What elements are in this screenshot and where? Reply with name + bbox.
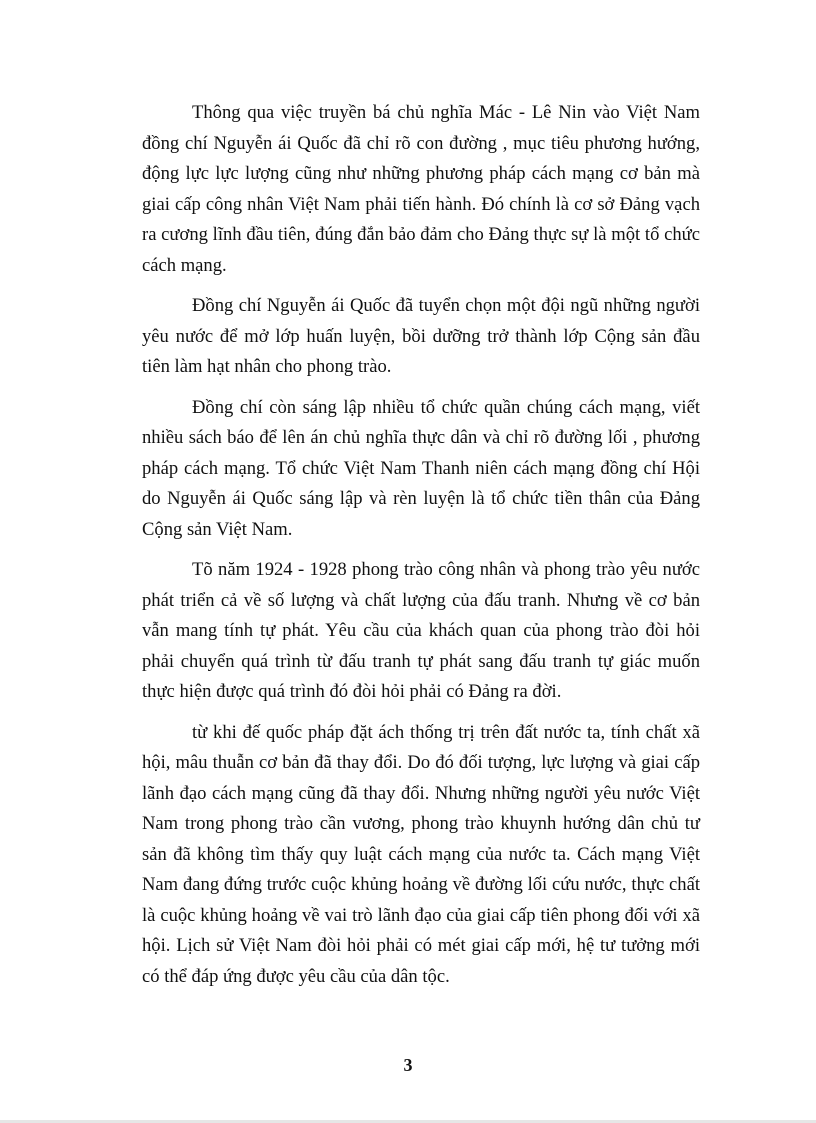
paragraph-5: từ khi đế quốc pháp đặt ách thống trị trên đất nước ta, tính chất xã hội, mâu thuẫn cơ bản đã thay đổi. Do đó đối tượng, lực lượng và giai cấp lãnh đạo cách mạng cũng đã thay đổi. Nhưng những người yêu nước Việt Nam trong phong trào cần vương, phong trào khuynh hướng dân chủ tư sản đã không tìm thấy quy luật cách mạng của nước ta. Cách mạng Việt Nam đang đứng trước cuộc khủng hoảng về đường lối cứu nước, thực chất là cuộc khủng hoảng về vai trò lãnh đạo của giai cấp tiên phong đối với xã hội. Lịch sử Việt Nam đòi hỏi phải có mét giai cấp mới, hệ tư tưởng mới có thể đáp ứng được yêu cầu của dân tộc. (142, 721, 700, 987)
body-text (142, 98, 700, 1002)
page-number: 3 (403, 1055, 413, 1075)
paragraph-4: Tõ năm 1924 - 1928 phong trào công nhân và phong trào yêu nước phát triển cả về số lượng và chất lượng của đấu tranh. Nhưng về cơ bản vẫn mang tính tự phát. Yêu cầu của khách quan của phong trào đòi hỏi phải chuyển quá trình từ đấu tranh tự phát sang đấu tranh tự giác muốn thực hiện được quá trình đó đòi hỏi phải có Đảng ra đời. (142, 559, 700, 702)
paragraph-3: Đồng chí còn sáng lập nhiều tổ chức quần chúng cách mạng, viết nhiều sách báo để lên án chủ nghĩa thực dân và chỉ rõ đường lối , phương pháp cách mạng. Tổ chức Việt Nam Thanh niên cách mạng đồng chí Hội do Nguyễn ái Quốc sáng lập và rèn luyện là tổ chức tiền thân của Đảng Cộng sản Việt Nam. (142, 396, 700, 540)
paragraph-2: Đồng chí Nguyễn ái Quốc đã tuyển chọn một đội ngũ những người yêu nước để mở lớp huấn luyện, bồi dưỡng trở thành lớp Cộng sản đầu tiên làm hạt nhân cho phong trào. (142, 295, 700, 377)
paragraph-1: Thông qua việc truyền bá chủ nghĩa Mác - Lê Nin vào Việt Nam đồng chí Nguyễn ái Quốc đã chỉ rõ con đường , mục tiêu phương hướng, động lực lực lượng cũng như những phương pháp cách mạng cơ bản mà giai cấp công nhân Việt Nam phải tiến hành. Đó chính là cơ sở Đảng vạch ra cương lĩnh đầu tiên, đúng đắn bảo đảm cho Đảng thực sự là một tổ chức cách mạng. (142, 102, 700, 276)
